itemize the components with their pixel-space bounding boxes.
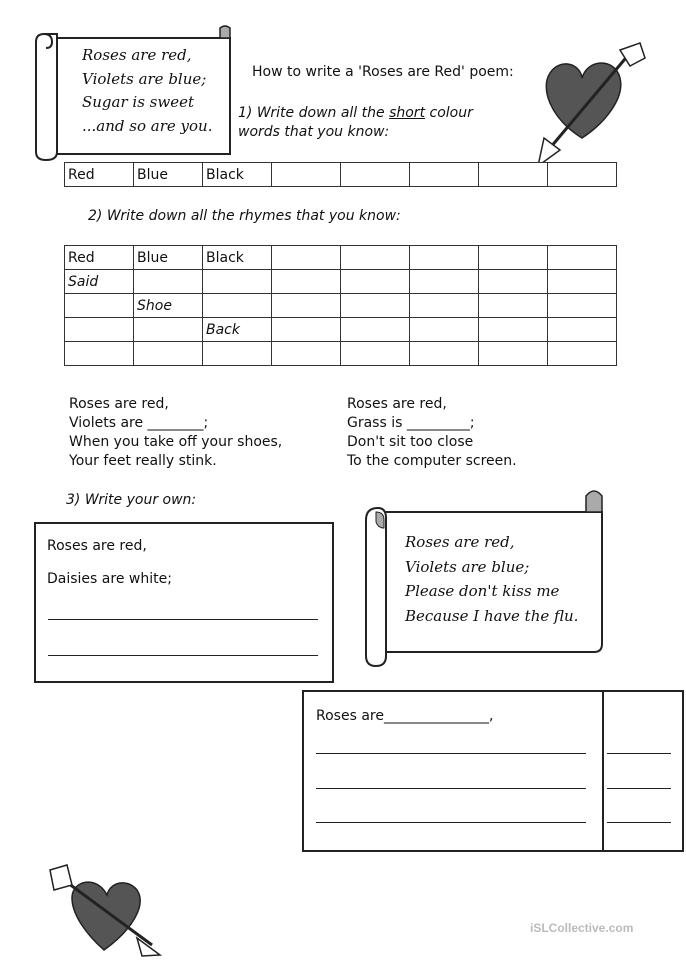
table-cell[interactable]: [479, 294, 548, 318]
answer-line[interactable]: [316, 822, 586, 823]
table-cell[interactable]: [479, 163, 548, 187]
table-cell[interactable]: [410, 163, 479, 187]
poem-line: Violets are blue;: [82, 69, 207, 88]
table-cell[interactable]: [134, 270, 203, 294]
step1-line2: words that you know:: [238, 124, 390, 140]
table-cell[interactable]: [341, 246, 410, 270]
table-cell[interactable]: [410, 294, 479, 318]
poem-right: [347, 395, 517, 471]
table-cell[interactable]: [341, 318, 410, 342]
table-cell[interactable]: [479, 270, 548, 294]
table-cell[interactable]: [548, 342, 617, 366]
colour-words-table: [64, 162, 617, 187]
table-cell[interactable]: [548, 294, 617, 318]
table-cell[interactable]: [410, 342, 479, 366]
poem-left: [69, 395, 282, 471]
table-cell[interactable]: [272, 163, 341, 187]
watermark: iSLCollective.com: [530, 921, 634, 935]
box2-line1: Roses are_______________,: [316, 708, 494, 724]
table-cell[interactable]: [410, 270, 479, 294]
table-cell[interactable]: [272, 270, 341, 294]
table-row: [65, 342, 617, 366]
write-poem-box: [302, 690, 684, 852]
table-cell[interactable]: [65, 342, 134, 366]
poem-line: Grass is _________;: [347, 415, 475, 431]
step3-instruction: 3) Write your own:: [66, 492, 197, 508]
table-cell[interactable]: [134, 342, 203, 366]
table-row: [65, 246, 617, 270]
scroll1-poem: [82, 44, 212, 138]
table-cell[interactable]: [548, 318, 617, 342]
table-cell[interactable]: [548, 270, 617, 294]
table-cell[interactable]: Black: [203, 246, 272, 270]
table-cell[interactable]: Red: [65, 246, 134, 270]
table-cell[interactable]: [410, 246, 479, 270]
poem-line: Sugar is sweet: [82, 93, 195, 111]
table-cell[interactable]: [272, 318, 341, 342]
table-cell[interactable]: Shoe: [134, 294, 203, 318]
step1-instruction: [238, 104, 473, 142]
table-row: [65, 270, 617, 294]
table-cell[interactable]: [134, 318, 203, 342]
step1-text: 1) Write down all the: [238, 105, 390, 121]
table-cell[interactable]: [341, 163, 410, 187]
rhyme-line[interactable]: [607, 753, 671, 754]
table-cell[interactable]: [65, 294, 134, 318]
table-cell[interactable]: [203, 294, 272, 318]
poem-line: ...and so are you.: [82, 116, 213, 135]
table-cell[interactable]: [65, 318, 134, 342]
table-cell[interactable]: [548, 246, 617, 270]
table-cell[interactable]: [479, 318, 548, 342]
poem-line: Because I have the flu.: [405, 606, 579, 625]
table-cell[interactable]: Blue: [134, 163, 203, 187]
answer-line[interactable]: [48, 619, 318, 620]
table-cell[interactable]: [479, 342, 548, 366]
poem-line: Roses are red,: [347, 396, 447, 412]
table-row: [65, 318, 617, 342]
table-cell[interactable]: [341, 342, 410, 366]
box1-line1: Roses are red,: [47, 538, 147, 554]
table-cell[interactable]: [341, 294, 410, 318]
table-row: [65, 294, 617, 318]
step1-underlined: short: [389, 105, 426, 121]
poem-line: Roses are red,: [69, 396, 169, 412]
box1-line2: Daisies are white;: [47, 571, 172, 587]
table-cell[interactable]: [272, 246, 341, 270]
table-cell[interactable]: Red: [65, 163, 134, 187]
rhymes-table: [64, 245, 617, 366]
poem-line: When you take off your shoes,: [69, 434, 283, 450]
poem-line: Your feet really stink.: [69, 453, 217, 469]
table-cell[interactable]: Said: [65, 270, 134, 294]
poem-line: Roses are red,: [405, 533, 515, 551]
table-cell[interactable]: [272, 294, 341, 318]
table-cell[interactable]: [341, 270, 410, 294]
answer-line[interactable]: [316, 753, 586, 754]
poem-line: To the computer screen.: [347, 453, 517, 469]
step2-instruction: 2) Write down all the rhymes that you know:: [88, 208, 401, 224]
write-your-own-box: [34, 522, 334, 683]
rhyme-line[interactable]: [607, 788, 671, 789]
table-cell[interactable]: Blue: [134, 246, 203, 270]
rhyme-line[interactable]: [607, 822, 671, 823]
poem-line: Roses are red,: [82, 46, 192, 64]
step1-text-post: colour: [425, 105, 473, 121]
heart-arrow-icon: [520, 38, 650, 163]
table-cell[interactable]: [548, 163, 617, 187]
poem-line: Violets are ________;: [69, 415, 209, 431]
page-title: How to write a 'Roses are Red' poem:: [252, 64, 514, 80]
answer-line[interactable]: [316, 788, 586, 789]
divider: [602, 692, 604, 850]
answer-line[interactable]: [48, 655, 318, 656]
table-cell[interactable]: [410, 318, 479, 342]
table-cell[interactable]: [203, 342, 272, 366]
poem-line: Don't sit too close: [347, 434, 474, 450]
table-cell[interactable]: Back: [203, 318, 272, 342]
poem-line: Violets are blue;: [405, 557, 530, 576]
poem-line: Please don't kiss me: [405, 582, 560, 600]
scroll2-poem: [405, 530, 578, 628]
table-cell[interactable]: [203, 270, 272, 294]
heart-arrow-icon: [42, 860, 172, 960]
table-cell[interactable]: [272, 342, 341, 366]
table-cell[interactable]: Black: [203, 163, 272, 187]
table-cell[interactable]: [479, 246, 548, 270]
